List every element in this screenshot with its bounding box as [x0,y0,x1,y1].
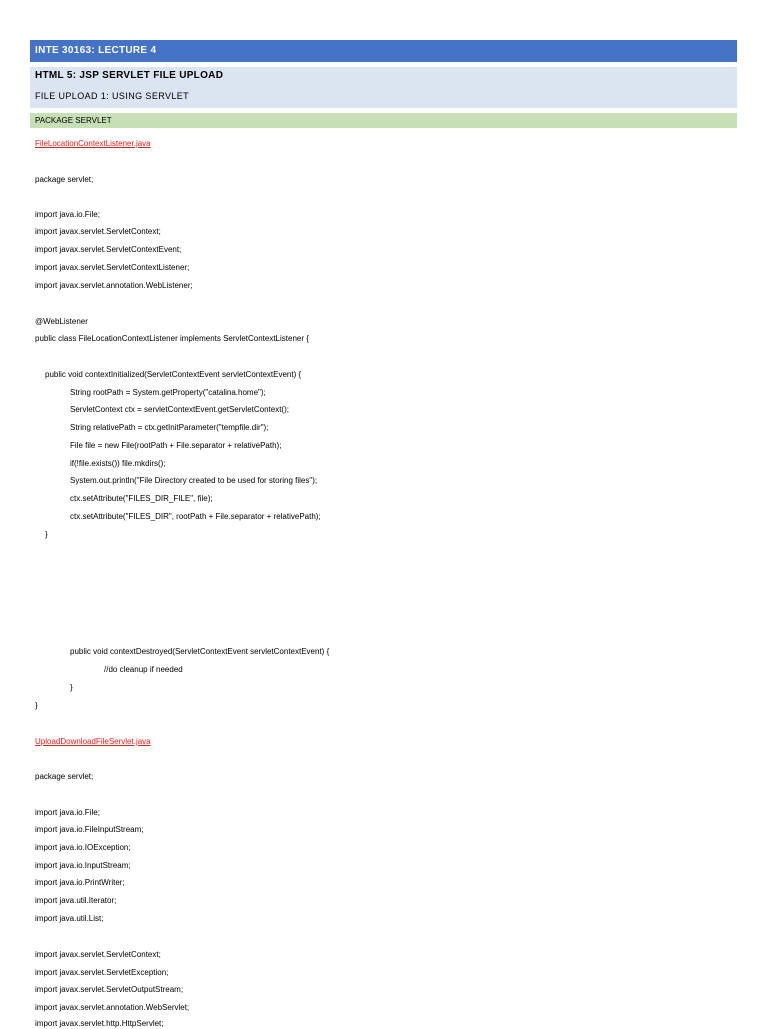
code-line: @WebListener [35,317,88,326]
code-line: String rootPath = System.getProperty("catalina.home"); [70,388,266,397]
code-line: ctx.setAttribute("FILES_DIR_FILE", file); [70,494,213,503]
topic-title: HTML 5: JSP SERVLET FILE UPLOAD [35,70,224,81]
filename-link[interactable]: FileLocationContextListener.java [35,139,151,148]
code-line: import javax.servlet.ServletContextListener; [35,263,190,272]
code-line: import javax.servlet.ServletContext; [35,950,161,959]
topic-bar [30,67,737,108]
code-line: public void contextInitialized(ServletContextEvent servletContextEvent) { [45,370,302,379]
code-line: } [45,530,48,539]
code-line: public void contextDestroyed(ServletContextEvent servletContextEvent) { [70,647,330,656]
code-line: } [35,701,38,710]
code-line: import java.io.File; [35,210,100,219]
code-line: import javax.servlet.ServletContextEvent; [35,245,182,254]
lecture-title: INTE 30163: LECTURE 4 [35,45,157,56]
code-line: String relativePath = ctx.getInitParameter("tempfile.dir"); [70,423,269,432]
code-line: import java.util.List; [35,914,104,923]
package-bar [30,113,737,128]
code-line: if(!file.exists()) file.mkdirs(); [70,459,166,468]
code-line: //do cleanup if needed [104,665,183,674]
code-line: } [70,683,73,692]
code-line: ServletContext ctx = servletContextEvent.getServletContext(); [70,405,289,414]
code-line: import javax.servlet.ServletException; [35,968,169,977]
code-line: import javax.servlet.annotation.WebListener; [35,281,193,290]
code-line: import java.util.Iterator; [35,896,117,905]
code-line: package servlet; [35,772,94,781]
code-line: import javax.servlet.annotation.WebServlet; [35,1003,190,1012]
subtopic-caption: FILE UPLOAD 1: USING SERVLET [35,91,190,101]
code-line: package servlet; [35,175,94,184]
code-line: ctx.setAttribute("FILES_DIR", rootPath + File.separator + relativePath); [70,512,321,521]
code-line: import javax.servlet.http.HttpServlet; [35,1019,164,1028]
code-line: import java.io.IOException; [35,843,131,852]
code-line: File file = new File(rootPath + File.separator + relativePath); [70,441,282,450]
code-line: import java.io.File; [35,808,100,817]
code-line: public class FileLocationContextListener implements ServletContextListener { [35,334,309,343]
code-line: System.out.println("File Directory created to be used for storing files"); [70,476,318,485]
filename-link[interactable]: UploadDownloadFileServlet.java [35,737,151,746]
lecture-title-bar [30,40,737,62]
code-line: import java.io.FileInputStream; [35,825,144,834]
code-line: import java.io.PrintWriter; [35,878,125,887]
code-line: import javax.servlet.ServletOutputStream; [35,985,184,994]
code-line: import java.io.InputStream; [35,861,131,870]
code-line: import javax.servlet.ServletContext; [35,227,161,236]
package-label: PACKAGE SERVLET [35,116,112,125]
